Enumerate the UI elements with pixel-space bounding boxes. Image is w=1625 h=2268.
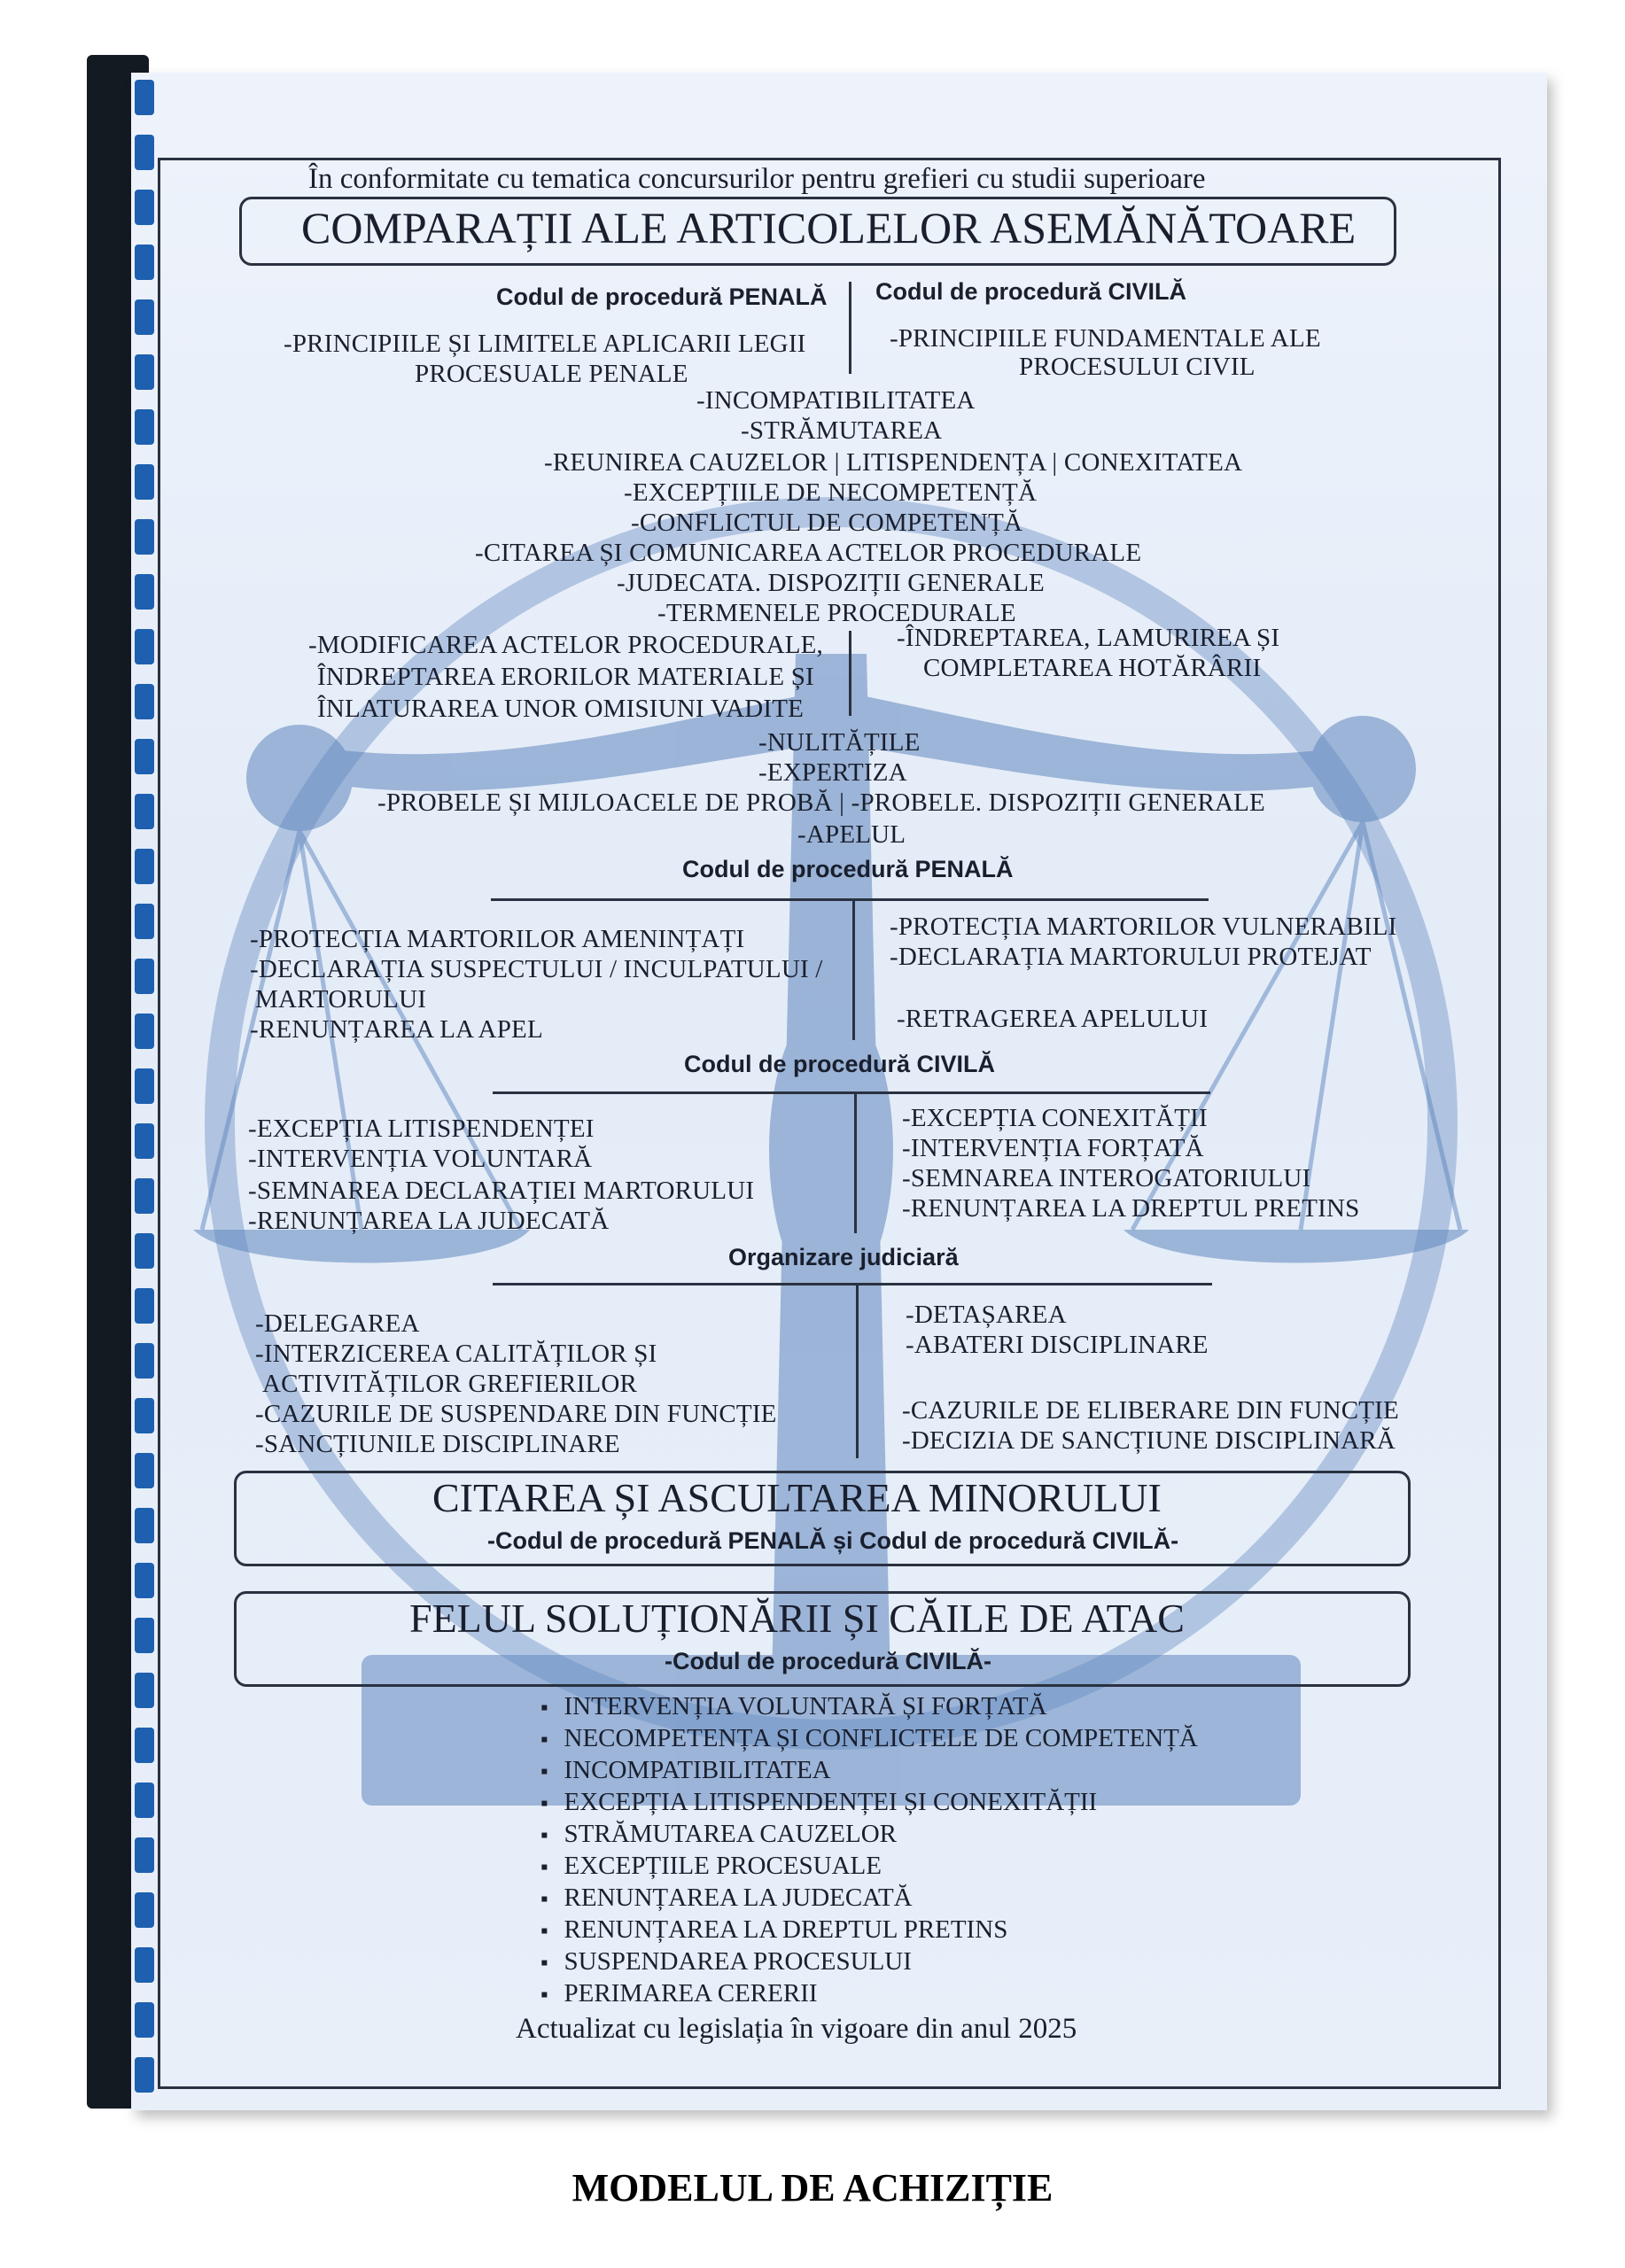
binding-ring bbox=[135, 1123, 154, 1159]
civil-left-item: -SEMNAREA DECLARAȚIEI MARTORULUI bbox=[248, 1177, 755, 1205]
common-item: -CITAREA ȘI COMUNICAREA ACTELOR PROCEDURALE bbox=[475, 539, 1142, 567]
binding-ring bbox=[135, 519, 154, 555]
binding-ring bbox=[135, 1453, 154, 1488]
bullet-item: ▪ STRĂMUTAREA CAUZELOR bbox=[540, 1820, 897, 1849]
penal-right-item: -PROTECȚIA MARTORILOR VULNERABILI bbox=[890, 913, 1397, 941]
binding-ring bbox=[135, 1837, 154, 1873]
row2-left-line: ÎNLATURAREA UNOR OMISIUNI VADITE bbox=[317, 695, 805, 723]
binding-ring bbox=[135, 190, 154, 225]
row2-left-line: -MODIFICAREA ACTELOR PROCEDURALE, bbox=[308, 631, 823, 659]
row1-right-line2: PROCESULUI CIVIL bbox=[1019, 353, 1256, 381]
civil-left-item: -INTERVENȚIA VOLUNTARĂ bbox=[248, 1145, 593, 1173]
column-divider bbox=[849, 282, 851, 374]
binding-ring bbox=[135, 1178, 154, 1214]
column-divider bbox=[854, 1091, 857, 1233]
penal-right-item: -DECLARAȚIA MARTORULUI PROTEJAT bbox=[890, 943, 1372, 971]
footer-note: Actualizat cu legislația în vigoare din anul 2025 bbox=[516, 2013, 1077, 2045]
subtitle: În conformitate cu tematica concursurilor pentru grefieri cu studii superioare bbox=[308, 163, 1206, 195]
org-left-item: ACTIVITĂȚILOR GREFIERILOR bbox=[262, 1370, 638, 1398]
org-left-item: -DELEGAREA bbox=[255, 1309, 420, 1338]
binding-ring bbox=[135, 1783, 154, 1818]
binding-ring bbox=[135, 849, 154, 884]
civil-left-item: -RENUNȚAREA LA JUDECATĂ bbox=[248, 1207, 610, 1235]
solutions-subtitle: -Codul de procedură CIVILĂ- bbox=[665, 1648, 992, 1674]
binding-ring bbox=[135, 1233, 154, 1269]
org-right-item: -ABATERI DISCIPLINARE bbox=[906, 1331, 1209, 1359]
civil-right-item: -SEMNAREA INTEROGATORIULUI bbox=[902, 1164, 1311, 1192]
common-item: -APELUL bbox=[797, 820, 906, 849]
civil-left-item: -EXCEPȚIA LITISPENDENȚEI bbox=[248, 1115, 595, 1143]
bullet-item: ▪ INTERVENȚIA VOLUNTARĂ ȘI FORȚATĂ bbox=[540, 1692, 1047, 1721]
binding-ring bbox=[135, 1343, 154, 1379]
binding-ring bbox=[135, 1728, 154, 1763]
binding-ring bbox=[135, 739, 154, 774]
org-left-item: -CAZURILE DE SUSPENDARE DIN FUNCȚIE bbox=[255, 1400, 777, 1428]
binding-ring bbox=[135, 1563, 154, 1598]
section-rule bbox=[493, 1283, 1212, 1285]
bullet-item: ▪ NECOMPETENȚA ȘI CONFLICTELE DE COMPETENȚĂ bbox=[540, 1724, 1198, 1753]
binding-ring bbox=[135, 2002, 154, 2038]
caption: MODELUL DE ACHIZIȚIE bbox=[571, 2166, 1054, 2210]
civil-right-item: -RENUNȚAREA LA DREPTUL PRETINS bbox=[902, 1194, 1360, 1223]
binding-ring bbox=[135, 904, 154, 939]
binding-ring bbox=[135, 2057, 154, 2093]
common-item: -NULITĂȚILE bbox=[758, 728, 921, 757]
binding-ring bbox=[135, 464, 154, 500]
binding-ring bbox=[135, 1014, 154, 1049]
bullet-item: ▪ SUSPENDAREA PROCESULUI bbox=[540, 1947, 912, 1977]
org-left-item: -SANCȚIUNILE DISCIPLINARE bbox=[255, 1430, 620, 1458]
binding-ring bbox=[135, 794, 154, 829]
row1-right-line1: -PRINCIPIILE FUNDAMENTALE ALE bbox=[890, 324, 1321, 353]
org-right-item: -DETAȘAREA bbox=[906, 1301, 1067, 1329]
section-heading-penal: Codul de procedură PENALĂ bbox=[682, 856, 1014, 882]
binding-ring bbox=[135, 80, 154, 115]
org-left-item: -INTERZICEREA CALITĂȚILOR ȘI bbox=[255, 1340, 657, 1368]
penal-left-item: -PROTECȚIA MARTORILOR AMENINȚAȚI bbox=[250, 925, 745, 953]
penal-left-item: MARTORULUI bbox=[255, 985, 427, 1014]
common-item: -EXPERTIZA bbox=[758, 758, 907, 787]
binding-ring bbox=[135, 959, 154, 994]
binding-ring bbox=[135, 409, 154, 445]
bullet-item: ▪ EXCEPȚIILE PROCESUALE bbox=[540, 1852, 882, 1881]
common-item: -STRĂMUTAREA bbox=[741, 416, 943, 445]
minor-subtitle: -Codul de procedură PENALĂ și Codul de procedură CIVILĂ- bbox=[487, 1527, 1179, 1554]
penal-right-item: -RETRAGEREA APELULUI bbox=[897, 1005, 1209, 1033]
org-right-item: -CAZURILE DE ELIBERARE DIN FUNCȚIE bbox=[902, 1396, 1399, 1425]
binding-ring bbox=[135, 299, 154, 335]
civil-right-item: -INTERVENȚIA FORȚATĂ bbox=[902, 1134, 1204, 1162]
column-heading-penal: Codul de procedură PENALĂ bbox=[496, 284, 828, 310]
bullet-item: ▪ INCOMPATIBILITATEA bbox=[540, 1756, 831, 1785]
binding-ring bbox=[135, 1673, 154, 1708]
binding-ring bbox=[135, 574, 154, 610]
binding-ring bbox=[135, 1508, 154, 1543]
org-right-item: -DECIZIA DE SANCȚIUNE DISCIPLINARĂ bbox=[902, 1426, 1396, 1455]
binding-ring bbox=[135, 354, 154, 390]
binding-ring bbox=[135, 1398, 154, 1433]
row1-left-line2: PROCESUALE PENALE bbox=[415, 360, 688, 388]
row2-left-line: ÎNDREPTAREA ERORILOR MATERIALE ȘI bbox=[317, 663, 814, 691]
binding-ring bbox=[135, 135, 154, 170]
row1-left-line1: -PRINCIPIILE ȘI LIMITELE APLICARII LEGII bbox=[284, 330, 806, 358]
binding-ring bbox=[135, 1068, 154, 1104]
common-item: -JUDECATA. DISPOZIȚII GENERALE bbox=[617, 569, 1045, 597]
column-divider bbox=[852, 898, 855, 1040]
binding-ring bbox=[135, 1618, 154, 1653]
probe-row: -PROBELE ȘI MIJLOACELE DE PROBĂ | -PROBELE. DISPOZIȚII GENERALE bbox=[377, 788, 1265, 817]
column-divider bbox=[849, 631, 851, 716]
column-heading-civil: Codul de procedură CIVILĂ bbox=[875, 278, 1187, 305]
binding-ring bbox=[135, 629, 154, 664]
section-heading-org: Organizare judiciară bbox=[728, 1244, 959, 1270]
bullet-item: ▪ RENUNȚAREA LA DREPTUL PRETINS bbox=[540, 1915, 1007, 1945]
common-item: -INCOMPATIBILITATEA bbox=[696, 386, 976, 415]
binding-ring bbox=[135, 684, 154, 719]
row2-right-line: -ÎNDREPTAREA, LAMURIREA ȘI bbox=[897, 624, 1280, 652]
binding-ring bbox=[135, 1892, 154, 1928]
common-item: -REUNIREA CAUZELOR | LITISPENDENȚA | CONEXITATEA bbox=[544, 448, 1243, 477]
section-heading-civil: Codul de procedură CIVILĂ bbox=[684, 1051, 996, 1077]
penal-left-item: -DECLARAȚIA SUSPECTULUI / INCULPATULUI / bbox=[250, 955, 823, 983]
minor-title: CITAREA ȘI ASCULTAREA MINORULUI bbox=[432, 1475, 1162, 1520]
section-rule bbox=[493, 1091, 1210, 1094]
binding-ring bbox=[135, 1288, 154, 1324]
bullet-item: ▪ RENUNȚAREA LA JUDECATĂ bbox=[540, 1884, 913, 1913]
common-item: -TERMENELE PROCEDURALE bbox=[657, 599, 1016, 627]
bullet-item: ▪ PERIMAREA CERERII bbox=[540, 1979, 818, 2008]
common-item: -EXCEPȚIILE DE NECOMPETENȚĂ bbox=[624, 478, 1038, 507]
bullet-item: ▪ EXCEPȚIA LITISPENDENȚEI ȘI CONEXITĂȚII bbox=[540, 1788, 1097, 1817]
row2-right-line: COMPLETAREA HOTĂRÂRII bbox=[923, 654, 1262, 682]
section-rule bbox=[491, 898, 1209, 901]
page-title: COMPARAȚII ALE ARTICOLELOR ASEMĂNĂTOARE bbox=[301, 203, 1357, 252]
column-divider bbox=[856, 1283, 859, 1458]
penal-left-item: -RENUNȚAREA LA APEL bbox=[250, 1015, 543, 1044]
binding-ring bbox=[135, 245, 154, 280]
common-item: -CONFLICTUL DE COMPETENȚĂ bbox=[631, 509, 1023, 537]
solutions-title: FELUL SOLUȚIONĂRII ȘI CĂILE DE ATAC bbox=[409, 1596, 1185, 1641]
civil-right-item: -EXCEPȚIA CONEXITĂȚII bbox=[902, 1104, 1208, 1132]
binding-ring bbox=[135, 1947, 154, 1983]
